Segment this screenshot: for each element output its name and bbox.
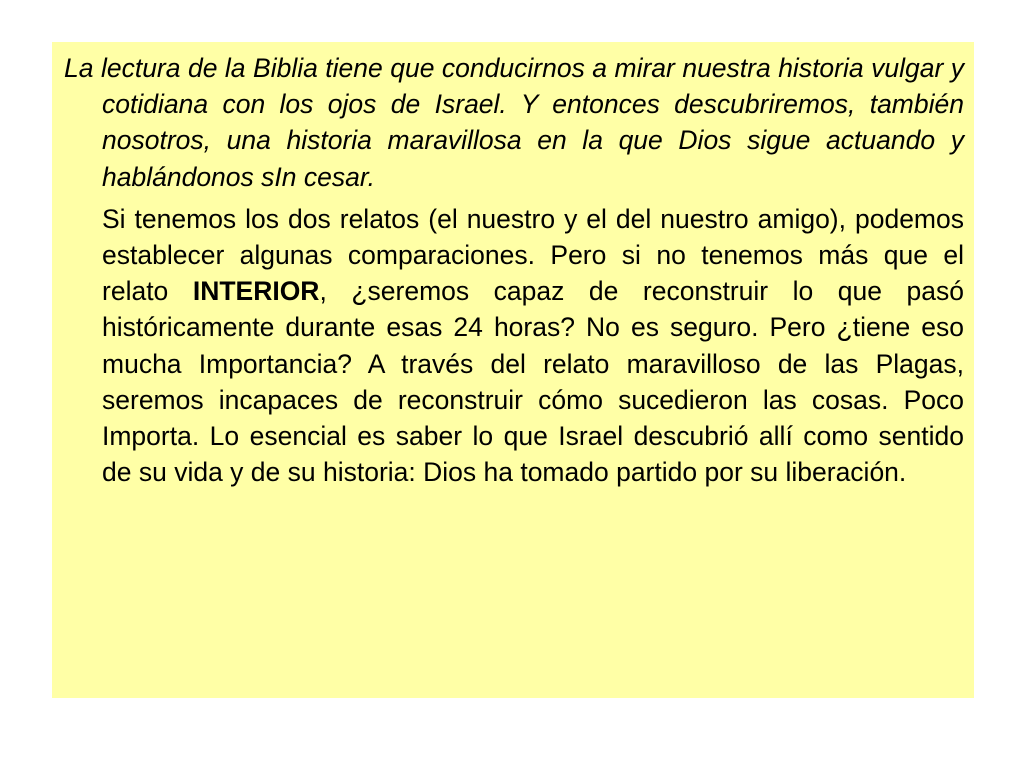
text-box xyxy=(52,42,974,698)
paragraph-body xyxy=(64,201,964,491)
paragraph-body-end: , ¿seremos capaz de reconstruir lo que pasó históricamente durante esas 24 horas? No es seguro. Pero ¿tiene eso mucha Importancia? A través del relato maravilloso de las Plagas, seremos incapaces de reconstruir cómo sucedieron las cosas. Poco Importa. Lo esencial es saber lo que Israel descubrió allí como sentido de su vida y de su historia: Dios ha tomado partido por su liberación. xyxy=(102,276,965,488)
paragraph-body-start: Si tenemos los dos relatos (el nuestro y el del nuestro amigo), podemos establecer algunas comparaciones. Pero si no tenemos más que el relato xyxy=(102,203,964,307)
paragraph-italic-intro: La lectura de la Biblia tiene que conducirnos a mirar nuestra historia vulgar y cotidiana con los ojos de Israel. Y entonces descubriremos, también nosotros, una historia maravillosa en la que Dios sigue actuando y hablándonos sIn cesar. xyxy=(64,53,964,192)
bold-word-interior: INTERIOR xyxy=(192,276,320,307)
